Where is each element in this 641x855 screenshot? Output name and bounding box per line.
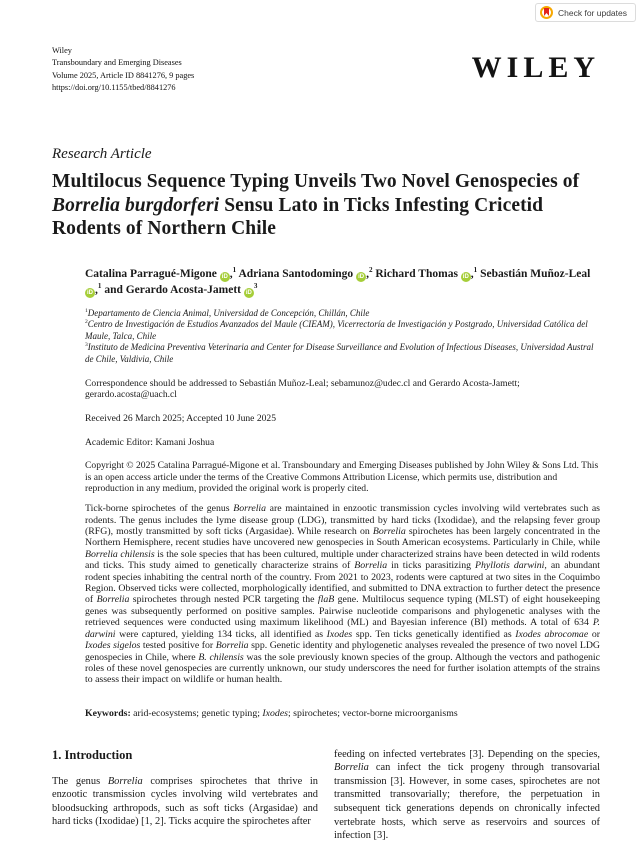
orcid-icon: iD	[221, 273, 228, 280]
intro-paragraph-right: feeding on infected vertebrates [3]. Depending on the species, Borrelia can infect the tick progeny through transovarial transmission [3]. However, in some cases, spirochetes are not transmitted transovarially; therefore, the perpetuation in subsequent tick generations depends on chronically infected vertebrate hosts, which serve as reservoirs and sources of infection [3].	[334, 748, 600, 842]
section-heading-introduction: 1. Introduction	[52, 747, 133, 762]
article-type-label: Research Article	[52, 146, 152, 163]
publisher-name: Wiley	[52, 46, 72, 55]
affiliations	[85, 308, 600, 366]
left-column	[52, 748, 318, 843]
intro-paragraph-left: The genus Borrelia comprises spirochetes that thrive in enzootic transmission cycles involving wild vertebrates and bloodsucking arthropods, such as soft ticks (Argasidae) and hard ticks (Ixodidae) [1, 2]. Ticks acquire the spirochetes after	[52, 775, 318, 828]
masthead	[52, 45, 600, 94]
body-columns	[52, 748, 600, 843]
affiliation-3: $^3$Instituto de Medicina Preventiva Veterinaria and Center for Disease Surveillance and Evolution of Infectious Diseases, Universidad Austral de Chile, Valdivia, Chile	[85, 342, 594, 365]
check-for-updates-label: Check for updates	[558, 7, 627, 18]
front-matter	[85, 266, 600, 720]
affiliation-1: $^1$Departamento de Ciencia Animal, Universidad de Concepción, Chillán, Chile	[85, 307, 370, 318]
received-accepted-line: Received 26 March 2025; Accepted 10 June 2025	[85, 413, 277, 425]
affiliation-2: $^2$Centro de Investigación de Estudios Avanzados del Maule (CIEAM), Vicerrectoría de Investigación y Postgrado, Universidad Católica del Maule, Talca, Chile	[85, 319, 588, 341]
orcid-icon: iD	[245, 289, 252, 296]
journal-info	[52, 45, 194, 94]
bookmark-icon	[544, 8, 549, 16]
authors-line: Catalina Parragué-Migone iD ,$^1$ Adriana Santodomingo iD ,$^2$ Richard Thomas iD ,$^1$ Sebastián Muñoz-Leal iD ,$^1$ and Gerardo Acosta-Jamett $iD^3$	[85, 265, 591, 296]
journal-name: Transboundary and Emerging Diseases	[52, 58, 182, 68]
volume-article-line: Volume 2025, Article ID 8841276, 9 pages	[52, 70, 195, 80]
copyright-notice: Copyright © 2025 Catalina Parragué-Migone et al. Transboundary and Emerging Diseases published by John Wiley & Sons Ltd. This is an open access article under the terms of the Creative Commons Attribution License, which permits use, distribution and reproduction in any medium, provided the original work is properly cited.	[85, 459, 599, 495]
orcid-icon: iD	[462, 273, 469, 280]
article-title: Multilocus Sequence Typing Unveils Two Novel Genospecies of Borrelia burgdorferi Sensu Lato in Ticks Infesting Cricetid Rodents of Northern Chile	[52, 171, 580, 240]
check-for-updates-button[interactable]	[535, 3, 636, 22]
orcid-icon: iD	[87, 289, 93, 296]
academic-editor-line: Academic Editor: Kamani Joshua	[85, 437, 215, 449]
keywords-line: Keywords: arid-ecosystems; genetic typing; Ixodes; spirochetes; vector-borne microorganisms	[85, 707, 458, 719]
orcid-icon: iD	[358, 273, 365, 280]
abstract-text: Tick-borne spirochetes of the genus Borrelia are maintained in enzootic transmission cycles involving wild vertebrates such as rodents. The genus includes the lyme disease group (LDG), transmitted by hard ticks (Ixodidae), and the relapsing fever group (RFG), mostly transmitted by soft ticks (Argasidae). While research on Borrelia spirochetes has been largely concentrated in the Northern Hemisphere, recent studies have uncovered new genospecies in South American ecosystems. Particularly in Chile, while Borrelia chilensis is the sole species that has been cultured, multiple under characterized strains have been detected in wild rodents and ticks. This study aimed to genetically characterize strains of Borrelia in ticks parasitizing Phyllotis darwini, an abundant rodent species inhabiting the central north of the country. From 2021 to 2023, rodents were captured at two sites in the Coquimbo Region. Observed ticks were collected, morphologically identified, and submitted to DNA extraction to further detect the presence of Borrelia spirochetes through nested PCR targeting the flaB gene. Multilocus sequence typing (MLST) of eight housekeeping genes was subsequently performed on positive samples. Pairwise nucleotide comparisons and phylogenetic analyses with the retrieved sequences were conducted using maximum likelihood (ML) and Bayesian inference (BI) methods. A total of 634 P. darwini were captured, yielding 134 ticks, all identified as Ixodes spp. Ten ticks genetically identified as Ixodes abrocomae or Ixodes sigelos tested positive for Borrelia spp. Genetic identity and phylogenetic analyses revealed the presence of two novel LDG genospecies in Chile, where B. chilensis was the sole previously known species of the group. Although the vectors and pathogenic roles of these novel genospecies are currently unknown, our study underscores the need for further isolation attempts of the strains to assess their impact on wildlife or human health.	[85, 503, 601, 686]
correspondence-line: Correspondence should be addressed to Sebastián Muñoz-Leal; sebamunoz@udec.cl and Gerardo Acosta-Jamett; gerardo.acosta@uach.cl	[85, 377, 520, 401]
crossmark-icon	[540, 6, 553, 19]
wiley-logo: WILEY	[471, 51, 600, 84]
doi-link[interactable]: https://doi.org/10.1155/tbed/8841276	[52, 82, 176, 92]
right-column	[334, 748, 600, 843]
